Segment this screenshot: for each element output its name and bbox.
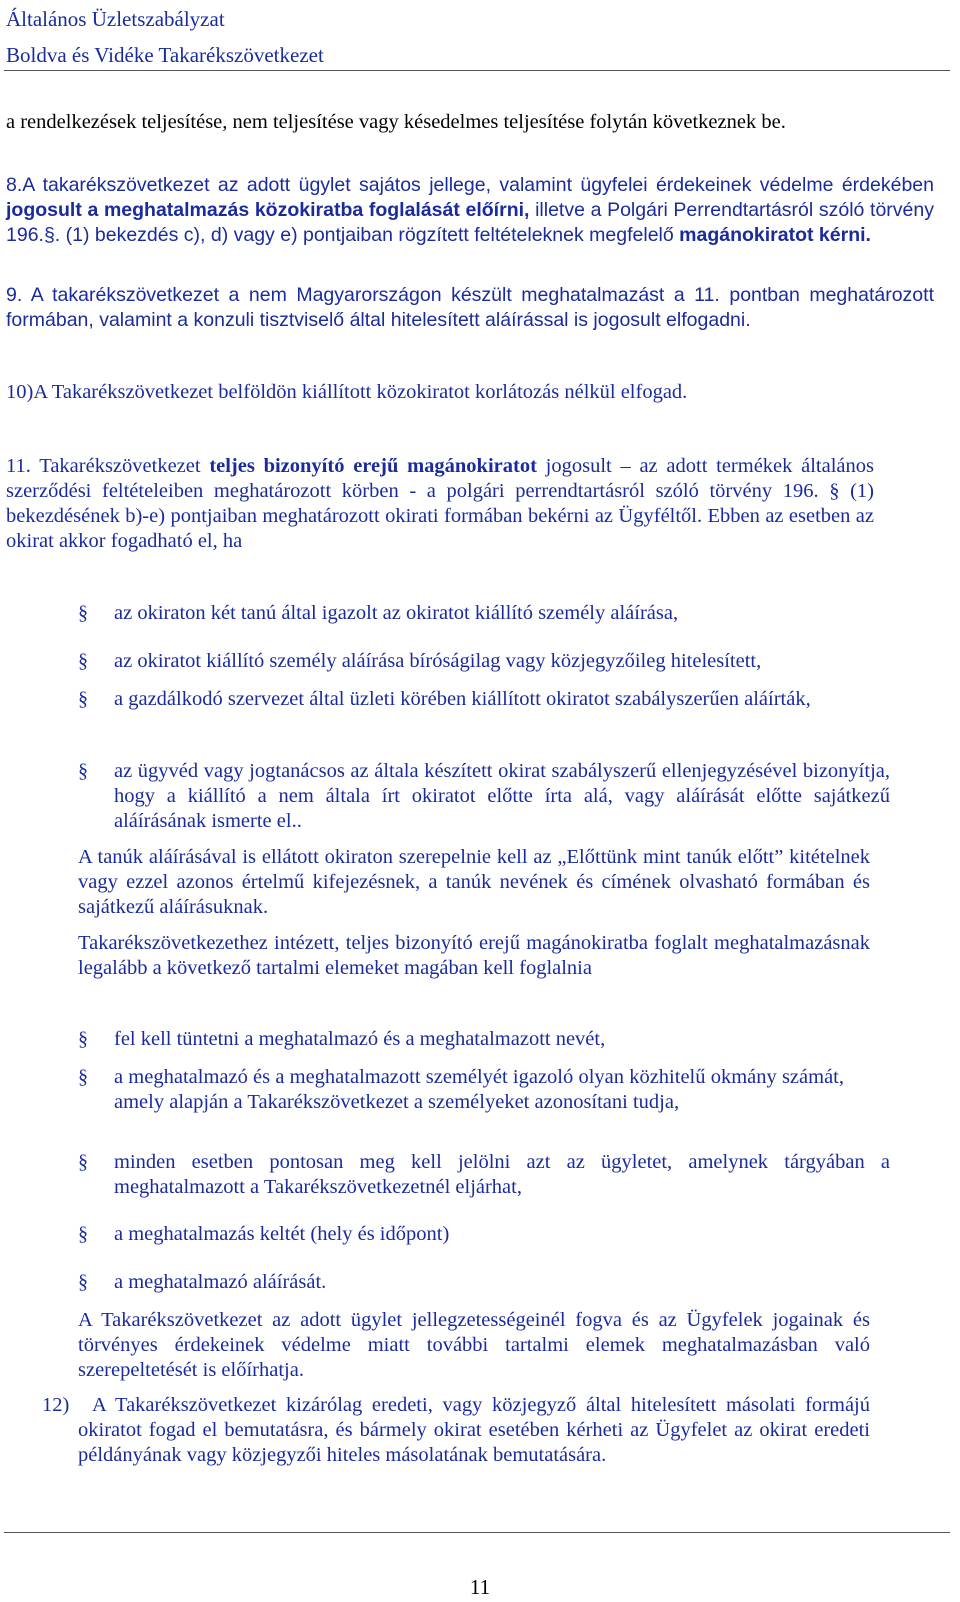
bullet-icon: §: [78, 650, 88, 672]
paragraph-continuation: a rendelkezések teljesítése, nem teljesítése vagy késedelmes teljesítése folytán következnek be.: [6, 111, 786, 133]
list-item: minden esetben pontosan meg kell jelölni azt az ügyletet, amelynek tárgyában a meghatalmazott a Takarékszövetkezetnél eljárhat,: [114, 1151, 890, 1198]
list-item: az okiraton két tanú által igazolt az okiratot kiállító személy aláírása,: [114, 602, 679, 624]
paragraph-12-number: 12): [42, 1394, 70, 1416]
paragraph-8: [6, 173, 934, 248]
page-number: 11: [469, 1575, 491, 1599]
bullet-icon: §: [78, 1223, 88, 1245]
document-title: Általános Üzletszabályzat: [6, 7, 225, 31]
bullet-icon: §: [78, 602, 88, 624]
paragraph-11: [6, 454, 874, 554]
paragraph-witnesses: A tanúk aláírásával is ellátott okiraton szerepelnie kell az „Előttünk mint tanúk előtt” kitételnek vagy ezzel azonos értelmű kifejezésnek, a tanúk nevének és címének olvasható formában és sajátkezű aláírásuknak.: [78, 846, 870, 918]
p8-bold-d: magánokiratot kérni.: [679, 224, 871, 246]
list-item: a meghatalmazás keltét (hely és időpont): [114, 1223, 450, 1245]
footer-rule: [4, 1532, 950, 1533]
p8-text-c: illetve a Polgári Perrendtartásról szóló törvény 196.§. (1) bekezdés c), d) vagy e) pontjaiban rögzített feltételeknek megfelelő: [6, 199, 934, 246]
bullet-icon: §: [78, 688, 88, 710]
p11-bold-b: teljes bizonyító erejű magánokiratot: [209, 455, 537, 477]
paragraph-12: A Takarékszövetkezet kizárólag eredeti, vagy közjegyző által hitelesített másolati formájú okiratot fogad el bemutatásra, és bármely okirat esetében kérheti az Ügyfelet az okirat eredeti példányának vagy közjegyzői hiteles másolatának bemutatására.: [78, 1394, 870, 1466]
list-item: a meghatalmazó aláírását.: [114, 1271, 327, 1293]
list-item: az ügyvéd vagy jogtanácsos az általa készített okirat szabályszerű ellenjegyzésével bizonyítja, hogy a kiállító a nem általa írt okiratot előtte írta alá, vagy aláírását előtte sajátkezű aláírásának ismerte el..: [114, 760, 890, 832]
paragraph-9: 9. A takarékszövetkezet a nem Magyarországon készült meghatalmazást a 11. pontban meghatározott formában, valamint a konzuli tisztviselő által hitelesített aláírással is jogosult elfogadni.: [6, 284, 934, 331]
p8-text-a: 8.A takarékszövetkezet az adott ügylet sajátos jellege, valamint ügyfelei érdekeinek védelme érdekében: [6, 174, 934, 196]
bullet-icon: §: [78, 1271, 88, 1293]
bullet-icon: §: [78, 1151, 88, 1173]
list-item: a meghatalmazó és a meghatalmazott személyét igazoló olyan közhitelű okmány számát, amely alapján a Takarékszövetkezet a személyeket azonosítani tudja,: [114, 1066, 844, 1113]
header-rule: [4, 70, 950, 71]
paragraph-power-of-attorney: Takarékszövetkezethez intézett, teljes bizonyító erejű magánokiratba foglalt meghatalmazásnak legalább a következő tartalmi elemeket magában kell foglalnia: [78, 932, 870, 979]
list-item: a gazdálkodó szervezet által üzleti körében kiállított okiratot szabályszerűen aláírták,: [114, 688, 811, 710]
bullet-icon: §: [78, 1028, 88, 1050]
bullet-icon: §: [78, 1066, 88, 1088]
document-subtitle: Boldva és Vidéke Takarékszövetkezet: [6, 43, 324, 67]
paragraph-additional-elements: A Takarékszövetkezet az adott ügylet jellegzetességeinél fogva és az Ügyfelek jogainak és törvényes érdekeinek védelme miatt további tartalmi elemek meghatalmazásban való szerepeltetését is előírhatja.: [78, 1309, 870, 1381]
paragraph-10: 10)A Takarékszövetkezet belföldön kiállított közokiratot korlátozás nélkül elfogad.: [6, 381, 688, 403]
p11-text-c: jogosult – az adott termékek általános szerződési feltételeiben meghatározott körben - a polgári perrendtartásról szóló törvény 196. § (1) bekezdésének b)-e) pontjaiban meghatározott okirati formában bekérni az Ügyféltől. Ebben az esetben az okirat akkor fogadható el, ha: [6, 455, 874, 552]
list-item: az okiratot kiállító személy aláírása bíróságilag vagy közjegyzőileg hitelesített,: [114, 650, 762, 672]
p11-text-a: 11. Takarékszövetkezet: [6, 455, 210, 477]
list-item: fel kell tüntetni a meghatalmazó és a meghatalmazott nevét,: [114, 1028, 606, 1050]
p8-bold-b: jogosult a meghatalmazás közokiratba foglalását előírni,: [6, 199, 530, 221]
bullet-icon: §: [78, 760, 88, 782]
